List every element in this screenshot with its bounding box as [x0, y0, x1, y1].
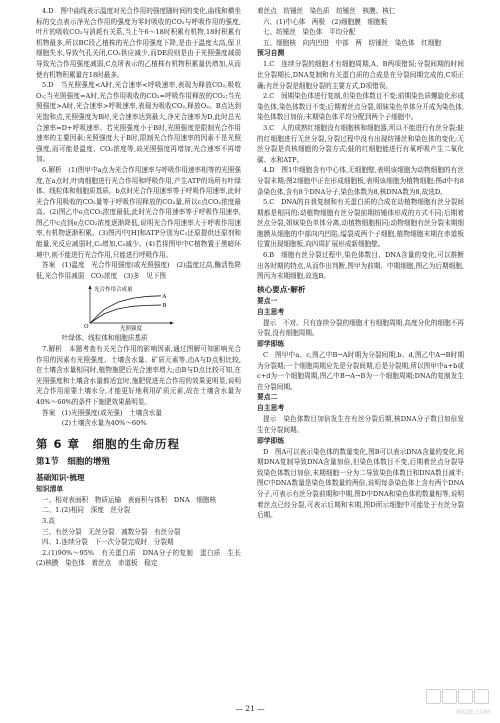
watermark-glyph-3 [458, 689, 473, 704]
knowledge-item-9: 七、纺锤丝 染色体 平均分配 [263, 28, 356, 37]
answer-q6-ans1-text: (1)温度 光合作用强度(或光照强度) (2)温度过高,酶活性降低,光合作用减弱 CO₂浓度 (3)多 见下图 [36, 261, 242, 280]
answer-q4: 4.D 图中曲线表示温度对光合作用的强度随时间的变化,曲线和横坐标的交点表示净光合作用的强度为零时吸收的CO₂与呼吸作用的强度,叶片的吸收CO₂与消耗有关系,当上午6～18时积累有机物,18时积累有机物最多,所以BC段乙植株的光合作用强度下降,是由于温度太高,保卫细胞失水,导致气孔关闭,CO₂供应减少,而DE段则是由于光照强度减弱导致光合作用强度减弱,C点所表示的乙植株有机物积累量仍增加,从而使有机物积累量在18时最多。 [36, 7, 241, 79]
practice-2-text: D 图A可以表示染色体的数量变化,图B可以表示DNA含量的变化,间期DNA复制导致DNA含量加倍,但染色体数目不变,后期着丝点分裂导致染色体数目加倍,末期细胞一分为二导致染色体数目和DNA数目减半;图C中DNA数量是染色体数量的两倍,说明每条染色体上含有两个DNA分子,可表示有丝分裂前期和中期,图D中DNA和染色体的数量相等,说明着丝点已经分裂,可表示后期和末期,图D所示细胞中可能处于有丝分裂后期。 [257, 447, 464, 520]
point-one-label: 要点一 [257, 296, 278, 305]
answer-q7: 7.解析 本题考查有关光合作用的影响因素,通过图解可知影响光合作用的因素有光照强度、土壤含水量、矿质元素等,由A与D点相比较,在土壤含水量相同时,植物施肥后光合速率增大;由B与D点比较可知,在光照强度和土壤含水量都适宜时,施肥促进光合作用的效果更明显,说明光合作用需要土壤水分,才能更好地利用矿质元素,故在土壤含水量为40%～60%的条件下施肥效果最明显。 [36, 345, 241, 406]
answer-q6-ans2: 叶绿体、线粒体和细胞质基质 [42, 334, 148, 343]
preview-answer-2: 2.C 间期染色体进行复制,但染色体数目不变;前期染色质螺旋化形成染色体,染色体数目不变;后期着丝点分裂,姐妹染色单体分开成为染色体,染色体数目加倍;末期染色体平均分配到两个子细胞中。 [257, 92, 464, 122]
x-axis-arrow [170, 322, 174, 325]
chapter-title: 第 6 章 细胞的生命历程 [36, 436, 181, 451]
knowledge-item-1: 一、相对表面积 物质运输 表面积与体积 DNA 细胞核 [42, 495, 217, 504]
knowledge-item-8: 六、(1)中心体 两极 (2)细胞膜 细胞板 [263, 17, 388, 26]
answer-q7-ans1: 答案 (1)光照强度(或光强) 土壤含水量 [42, 408, 162, 417]
watermark-site: MXQE.COM [456, 709, 490, 716]
core-points-header: 核心要点·解析 [257, 284, 306, 294]
preview-answer-3: 3.C 人的成熟红细胞没有细胞核和细胞器,所以不能进行有丝分裂;蛙的红细胞进行无丝分裂,分裂过程中没有出现纺锤丝和染色体的变化;无丝分裂是真核细胞的分裂方式;蛙的红细胞能进行有氧呼吸产生二氧化碳、水和ATP。 [257, 123, 464, 164]
preview-answer-4: 4.D 图1中细胞含有中心体,无细胞壁,表明该细胞为动物细胞的有丝分裂末期;图2细胞中正在形成细胞板,表明该细胞为植物细胞;图d中有8条染色体,含有8个DNA分子,染色体数为8,核DNA数为8,故选D。 [257, 166, 464, 196]
watermark-logo [420, 687, 492, 717]
self-think-2-label: 自主思考 [257, 404, 285, 413]
knowledge-item-2: 二、1.(2)相同 深度 丝分裂 [42, 506, 131, 515]
right-column [257, 6, 464, 521]
answer-q6-ans1 [36, 260, 241, 281]
series-label-A: A [162, 294, 167, 301]
self-think-1-text: 提示 不对。只有连续分裂的细胞才有细胞周期,高度分化的细胞不再分裂,没有细胞周期。 [257, 318, 464, 338]
x-axis-label: 光照强度 [120, 326, 143, 332]
knowledge-item-10: 五、细胞核 向内凹进 中部 两 纺锤丝 染色体 红细胞 [263, 38, 442, 47]
preview-answer-6: 6.B 细胞有丝分裂过程中,染色体数目、DNA含量的变化,可以推断出各时期的特点,从而作出判断,图甲为前期、中期细胞,图乙为后期细胞,图丙为末期细胞,故选B。 [257, 251, 464, 281]
knowledge-item-5: 四、1.连续分裂 下一次分裂完成时 分裂期 [42, 538, 174, 547]
self-think-1-label: 自主思考 [257, 307, 285, 316]
watermark-glyph-4 [474, 689, 489, 704]
practice-2-label: 即学即练 [257, 436, 285, 445]
basic-knowledge-header: 基础知识·梳理 [36, 472, 85, 482]
answer-label: 答案 [42, 261, 56, 270]
origin-label: O [84, 324, 89, 331]
y-axis-label: 光合作用合成量 [94, 287, 133, 294]
preview-answer-1: 1.C 连续分裂的细胞才有细胞周期,A、B两项错误;分裂间期的时间比分裂期长,DNA复制和有关蛋白质的合成是在分裂间期完成的,C项正确;有丝分裂是细胞分裂的主要方式,D项错误。 [257, 60, 464, 90]
y-axis-arrow [89, 285, 92, 289]
knowledge-item-6: 2.(1)90%～95% 有关蛋白质 DNA分子的复制 蛋白质 生长 (2)核膜 染色体 着丝点 赤道板 稳定 [36, 548, 248, 568]
answer-q7-ans2: (2)土壤含水量为40%～60% [42, 419, 147, 428]
answer-q6: 6.解析 (1)图甲中a点为光合作用速率与呼吸作用速率相等的光照强度,在a点时,叶肉细胞进行光合作用和呼吸作用,产生ATP的场所有叶绿体、线粒体和细胞质基质。b点时光合作用速率等于呼吸作用速率,此时光合作用吸收的CO₂量等于呼吸作用释放的CO₂量,所以c点CO₂浓度最高。(2)图乙中e点CO₂浓度最低,此时光合作用速率等于呼吸作用速率,图乙中c点到e点CO₂浓度逐渐降低,说明光合作用速率大于呼吸作用速率,有机物逐渐积累。(3)图丙中[H]和ATP分别为C₃还原提供还原剂和能量,光反应减弱时,C₃增加,C₅减少。(4)若将图甲中C植物置于黑暗环境中,则不能进行光合作用,只能进行呼吸作用。 [36, 165, 241, 259]
preview-answer-5: 5.C DNA的自我复制和有关蛋白质的合成在动植物细胞有丝分裂间期都是相同的;动植物细胞有丝分裂前期纺锤体形成的方式不同;后期着丝点分裂,姐妹染色单体分离,动植物细胞相同;动物细胞有丝分裂末期细胞膜从细胞的中部向内凹陷,缢裂成两个子细胞,植物细胞末期在赤道板位置出现细胞板,向四周扩展形成新细胞壁。 [257, 198, 464, 249]
point-two-label: 要点二 [257, 393, 278, 402]
page-number: — 21 — [235, 704, 265, 713]
practice-1-label: 即学即练 [257, 340, 285, 349]
series-line-A [90, 296, 161, 323]
practice-1-text: C 图甲中a、c,图乙中B→A时期为分裂间期,b、d,图乙中A→B时期为分裂期;一个细胞周期应先是分裂间期,后是分裂期,所以图甲中a+b或c+d为一个细胞周期,图乙中B→A→B为一个细胞周期;DNA的复制发生在分裂间期。 [257, 351, 464, 391]
light-curve-chart [76, 283, 176, 331]
series-line-B [90, 306, 161, 324]
answer-q5: 5.D 当光照强度<A时,光合速率<呼吸速率,表现为释放CO₂,吸收O₂;当光照强度=A时,光合作用吸收的CO₂=呼吸作用释放的CO₂;当光照强度>A时,光合速率>呼吸速率,表现为吸收CO₂,释放O₂。B点达到光饱和点,光照强度为B时,光合速率达到最大,净光合速率为D,此时总光合速率=D+呼吸速率。若光照强度小于B时,光照强度是限制光合作用速率的主要因素;光照强度大于B时,限制光合作用速率的因素不是光照强度,而可能是温度、CO₂浓度等,故光照强度再增加,光合速率不再增加。 [36, 81, 241, 164]
watermark-glyph-2 [442, 689, 457, 704]
section-title: 第1节 细胞的增殖 [36, 456, 110, 467]
knowledge-item-3: 3.高 [42, 516, 55, 525]
preview-header: 预习自测 [257, 49, 285, 58]
self-think-2-text: 提示 染色体数目加倍发生在有丝分裂后期,核DNA分子数目加倍发生在分裂间期。 [257, 415, 464, 434]
left-column [36, 6, 248, 569]
watermark-glyph-1 [426, 689, 441, 704]
checklist-header: 知识清单 [36, 484, 64, 493]
series-label-B: B [162, 303, 167, 310]
knowledge-item-4: 三、有丝分裂 无丝分裂 减数分裂 有丝分裂 [42, 527, 181, 536]
knowledge-item-7: 着丝点 纺锤丝 染色质 纺锤丝 核膜、核仁 [257, 7, 396, 15]
series-layer [90, 294, 167, 323]
